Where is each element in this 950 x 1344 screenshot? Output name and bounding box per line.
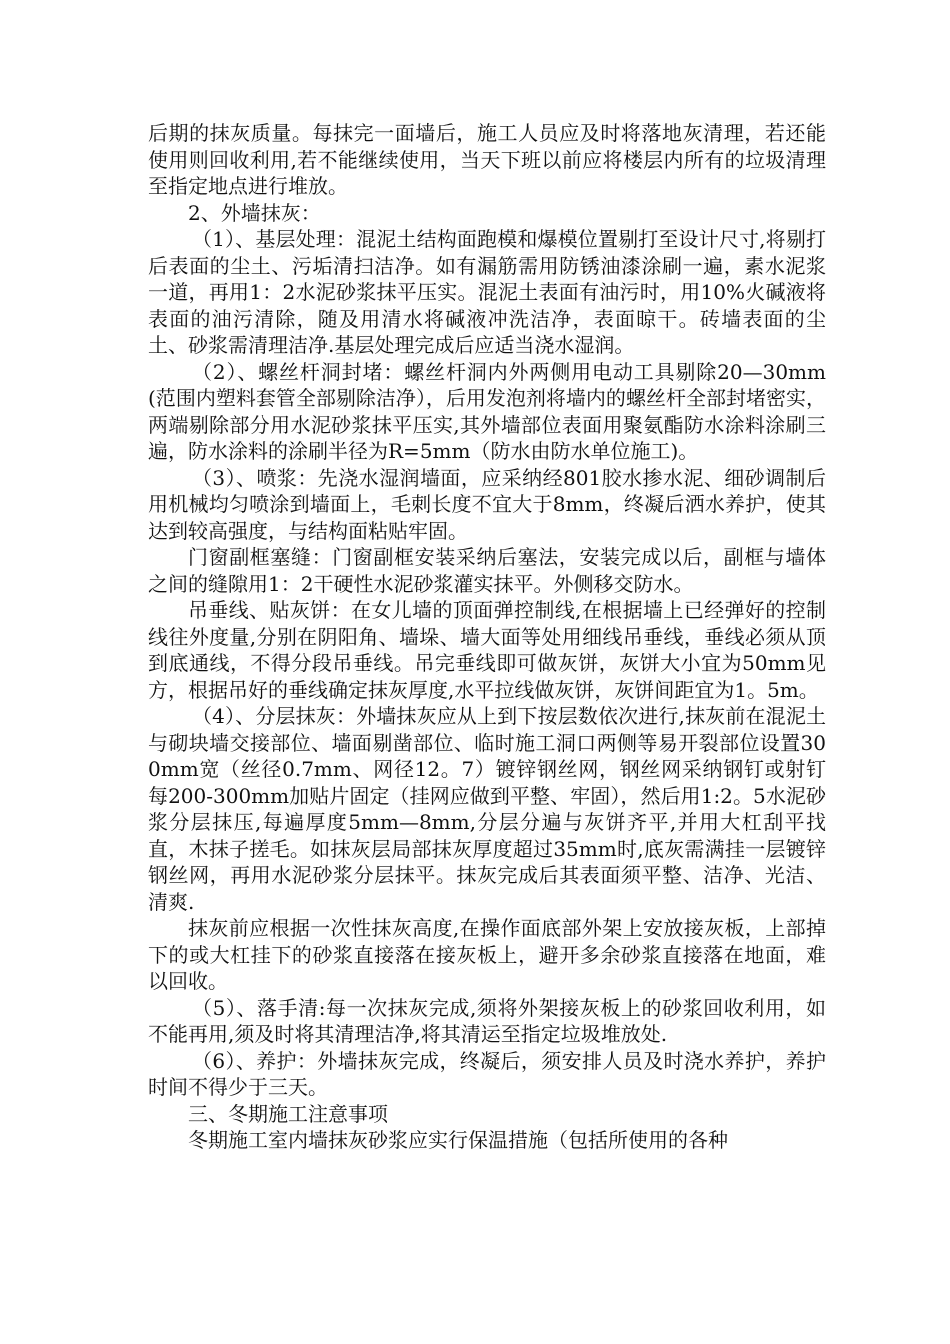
paragraph-cleanup: （5）、落手清:每一次抹灰完成,须将外架接灰板上的砂浆回收利用，如不能再用,须及时将其清理洁净,将其清运至指定垃圾堆放处. bbox=[148, 995, 826, 1046]
paragraph-continuation: 后期的抹灰质量。每抹完一面墙后，施工人员应及时将落地灰清理，若还能使用则回收利用,若不能继续使用，当天下班以前应将楼层内所有的垃圾清理至指定地点进行堆放。 bbox=[148, 121, 826, 198]
paragraph-plumb-line: 吊垂线、贴灰饼：在女儿墙的顶面弹控制线,在根据墙上已经弹好的控制线往外度量,分别在阴阳角、墙垛、墙大面等处用细线吊垂线，垂线必须从顶到底通线，不得分段吊垂线。吊完垂线即可做灰饼，灰饼大小宜为50mm见方，根据吊好的垂线确定抹灰厚度,水平拉线做灰饼，灰饼间距宜为1。5m。 bbox=[148, 598, 826, 702]
paragraph-window-frame-sealing: 门窗副框塞缝：门窗副框安装采纳后塞法，安装完成以后，副框与墙体之间的缝隙用1：2干硬性水泥砂浆灌实抹平。外侧移交防水。 bbox=[148, 545, 826, 596]
section-heading-winter-construction: 三、冬期施工注意事项 bbox=[188, 1101, 388, 1126]
section-heading-exterior-plaster: 2、外墙抹灰： bbox=[188, 200, 321, 225]
paragraph-winter-measures: 冬期施工室内墙抹灰砂浆应实行保温措施（包括所使用的各种 bbox=[188, 1128, 728, 1152]
paragraph-spray-slurry: （3）、喷浆：先浇水湿润墙面，应采纳经801胶水掺水泥、细砂调制后用机械均匀喷涂到墙面上，毛刺长度不宜大于8mm，终凝后洒水养护，使其达到较高强度，与结构面粘贴牢固。 bbox=[148, 465, 826, 543]
paragraph-layered-plastering: （4）、分层抹灰：外墙抹灰应从上到下按层数依次进行,抹灰前在混泥土与砌块墙交接部位、墙面剔凿部位、临时施工洞口两侧等易开裂部位设置300mm宽（丝径0.7mm、网径12。7）镀锌钢丝网，钢丝网采纳钢钉或射钉每200-300mm加贴片固定（挂网应做到平整、牢固），然后用1:2。5水泥砂浆分层抹压,每遍厚度5mm—8mm,分层分遍与灰饼齐平,并用大杠刮平找直，木抹子搓毛。如抹灰层局部抹灰厚度超过35mm时,底灰需满挂一层镀锌钢丝网，再用水泥砂浆分层抹平。抹灰完成后其表面须平整、洁净、光洁、清爽. bbox=[148, 704, 826, 914]
paragraph-base-treatment: （1）、基层处理：混泥土结构面跑模和爆模位置剔打至设计尺寸,将剔打后表面的尘土、污垢清扫洁净。如有漏筋需用防锈油漆涂刷一遍，素水泥浆一道，再用1：2水泥砂浆抹平压实。混泥土表面有油污时，用10%火碱液将表面的油污清除，随及用清水将碱液冲洗洁净，表面晾干。砖墙表面的尘土、砂浆需清理洁净.基层处理完成后应适当浇水湿润。 bbox=[148, 227, 826, 357]
paragraph-catch-board: 抹灰前应根据一次性抹灰高度,在操作面底部外架上安放接灰板，上部掉下的或大杠挂下的砂浆直接落在接灰板上，避开多余砂浆直接落在地面，难以回收。 bbox=[148, 916, 826, 993]
paragraph-bolt-hole-sealing: （2）、螺丝杆洞封堵：螺丝杆洞内外两侧用电动工具剔除20—30mm(范围内塑料套管全部剔除洁净），后用发泡剂将墙内的螺丝杆全部封堵密实，两端剔除部分用水泥砂浆抹平压实,其外墙部位表面用聚氨酯防水涂料涂刷三遍，防水涂料的涂刷半径为R=5mm（防水由防水单位施工)。 bbox=[148, 359, 826, 463]
document-body bbox=[148, 120, 826, 1154]
paragraph-curing: （6）、养护：外墙抹灰完成，终凝后，须安排人员及时浇水养护，养护时间不得少于三天。 bbox=[148, 1048, 826, 1099]
